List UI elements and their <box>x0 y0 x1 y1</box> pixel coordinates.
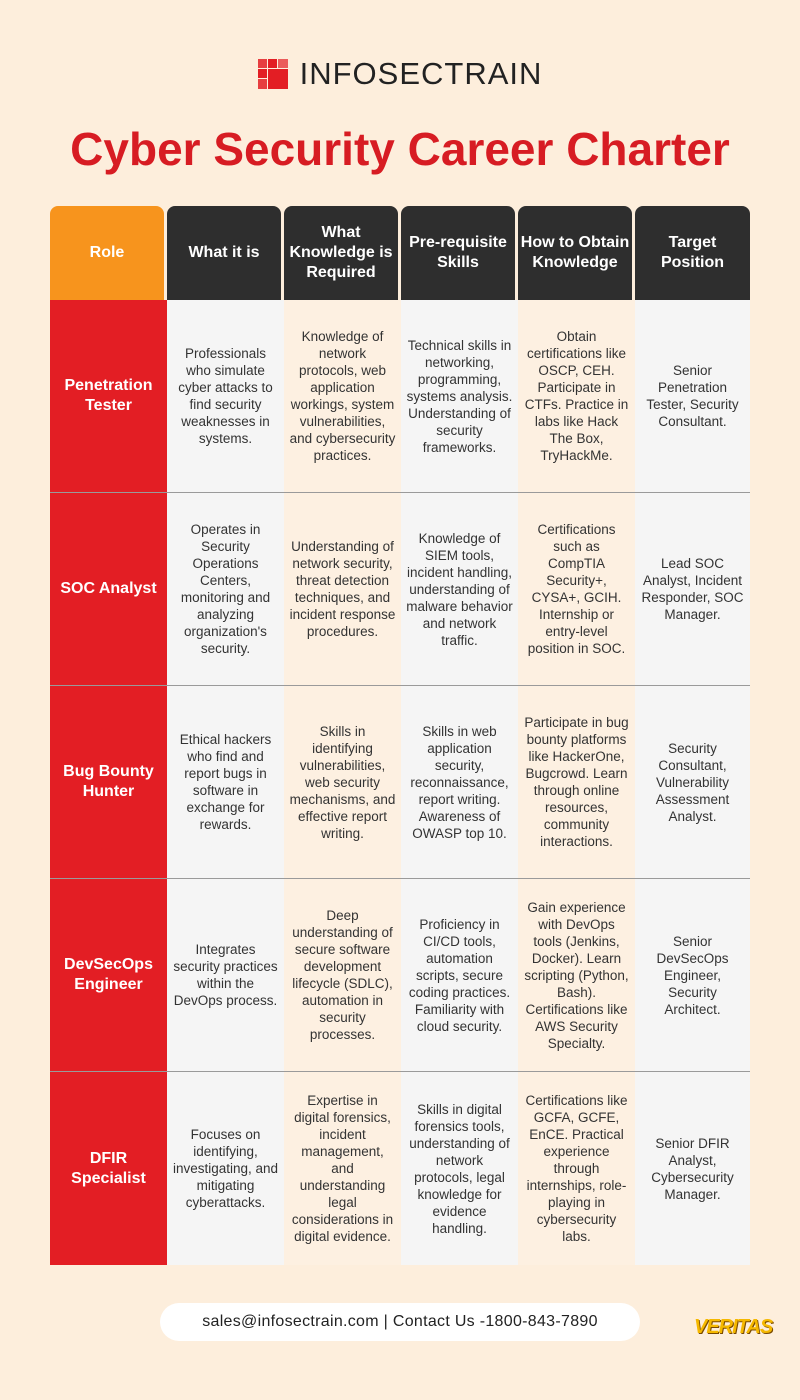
header-skills: Pre-requisite Skills <box>401 206 515 300</box>
what-cell: Professionals who simulate cyber attacks to find security weaknesses in systems. <box>167 300 284 492</box>
table-row <box>50 300 750 493</box>
header-what-it-is: What it is <box>167 206 281 300</box>
contact-info[interactable]: sales@infosectrain.com | Contact Us -1800-843-7890 <box>160 1303 640 1341</box>
what-cell: Integrates security practices within the DevOps process. <box>167 879 284 1071</box>
career-table <box>50 206 750 1266</box>
skills-cell: Skills in web application security, reconnaissance, report writing. Awareness of OWASP top 10. <box>401 686 518 878</box>
table-row <box>50 879 750 1072</box>
what-cell: Ethical hackers who find and report bugs in software in exchange for rewards. <box>167 686 284 878</box>
obtain-cell: Certifications like GCFA, GCFE, EnCE. Practical experience through internships, role- playing in cybersecurity labs. <box>518 1072 635 1265</box>
knowledge-cell: Deep understanding of secure software development lifecycle (SDLC), automation in security processes. <box>284 879 401 1071</box>
role-cell: Bug Bounty Hunter <box>50 686 167 878</box>
skills-cell: Skills in digital forensics tools, understanding of network protocols, legal knowledge for evidence handling. <box>401 1072 518 1265</box>
skills-cell: Proficiency in CI/CD tools, automation scripts, secure coding practices. Familiarity with cloud security. <box>401 879 518 1071</box>
header-target: Target Position <box>635 206 750 300</box>
role-cell: DevSecOps Engineer <box>50 879 167 1071</box>
obtain-cell: Obtain certifications like OSCP, CEH. Participate in CTFs. Practice in labs like Hack The Box, TryHackMe. <box>518 300 635 492</box>
skills-cell: Technical skills in networking, programming, systems analysis. Understanding of security frameworks. <box>401 300 518 492</box>
brand-logo <box>0 56 800 92</box>
knowledge-cell: Knowledge of network protocols, web application workings, system vulnerabilities, and cybersecurity practices. <box>284 300 401 492</box>
obtain-cell: Gain experience with DevOps tools (Jenkins, Docker). Learn scripting (Python, Bash). Certifications like AWS Security Specialty. <box>518 879 635 1071</box>
knowledge-cell: Expertise in digital forensics, incident management, and understanding legal considerations in digital evidence. <box>284 1072 401 1265</box>
veritas-badge: VERITAS <box>694 1316 773 1338</box>
brand-name: INFOSECTRAIN <box>299 56 543 91</box>
header-obtain: How to Obtain Knowledge <box>518 206 632 300</box>
what-cell: Operates in Security Operations Centers, monitoring and analyzing organization's security. <box>167 493 284 685</box>
skills-cell: Knowledge of SIEM tools, incident handling, understanding of malware behavior and network traffic. <box>401 493 518 685</box>
target-cell: Security Consultant, Vulnerability Assessment Analyst. <box>635 686 750 878</box>
page-title: Cyber Security Career Charter <box>70 123 730 175</box>
table-row <box>50 493 750 686</box>
target-cell: Senior Penetration Tester, Security Consultant. <box>635 300 750 492</box>
what-cell: Focuses on identifying, investigating, and mitigating cyberattacks. <box>167 1072 284 1265</box>
role-cell: SOC Analyst <box>50 493 167 685</box>
header-knowledge: What Knowledge is Required <box>284 206 398 300</box>
table-row <box>50 1072 750 1265</box>
target-cell: Senior DevSecOps Engineer, Security Architect. <box>635 879 750 1071</box>
role-cell: Penetration Tester <box>50 300 167 492</box>
table-body <box>50 300 750 1266</box>
role-cell: DFIR Specialist <box>50 1072 167 1265</box>
obtain-cell: Participate in bug bounty platforms like HackerOne, Bugcrowd. Learn through online resources, community interactions. <box>518 686 635 878</box>
header-role: Role <box>50 206 164 300</box>
obtain-cell: Certifications such as CompTIA Security+, CYSA+, GCIH. Internship or entry-level position in SOC. <box>518 493 635 685</box>
table-row <box>50 686 750 879</box>
infosectrain-logo-icon <box>258 59 288 89</box>
table-header <box>50 206 750 300</box>
target-cell: Lead SOC Analyst, Incident Responder, SOC Manager. <box>635 493 750 685</box>
target-cell: Senior DFIR Analyst, Cybersecurity Manager. <box>635 1072 750 1265</box>
knowledge-cell: Skills in identifying vulnerabilities, web security mechanisms, and effective report writing. <box>284 686 401 878</box>
knowledge-cell: Understanding of network security, threat detection techniques, and incident response procedures. <box>284 493 401 685</box>
